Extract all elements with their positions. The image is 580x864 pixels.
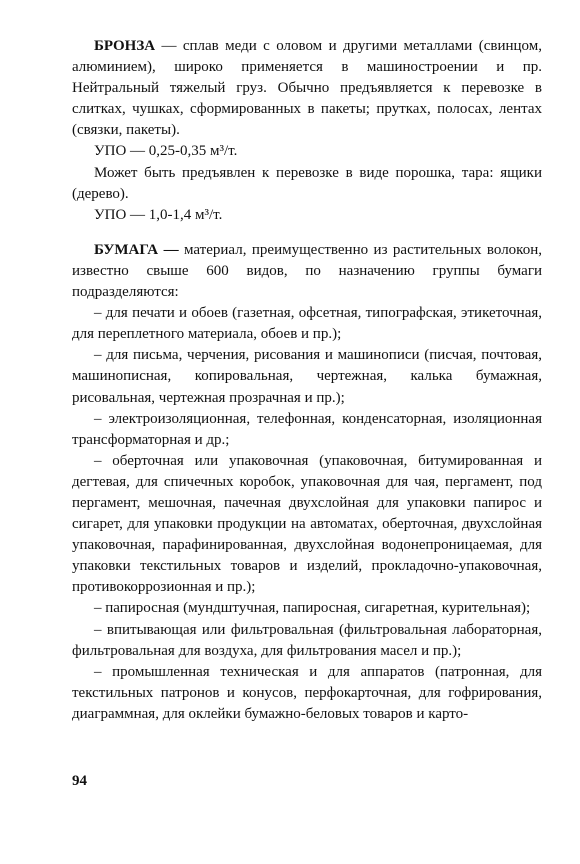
bronze-upo-powder-line: УПО — 1,0-1,4 м³/т. [94,206,223,223]
paper-definition: материал, преимущественно из растительных волокон, известно свыше 600 видов, по назначению группы бумаги подразделяются: [72,241,542,301]
bronze-paragraph [72,36,542,141]
paper-group-item: – промышленная техническая и для аппаратов (патронная, для текстильных патронов и конусов, перфокарточная, для гофрирования, диаграммная, для оклейки бумажно-беловых товаров и карто- [72,663,542,722]
paper-group-item: – папиросная (мундштучная, папиросная, сигаретная, курительная); [94,600,531,617]
paper-group-item: – для печати и обоев (газетная, офсетная, типографская, этикеточная, для переплетного материала, обоев и пр.); [72,305,542,343]
page-number: 94 [72,773,87,789]
paper-group-item: – для письма, черчения, рисования и машинописи (писчая, почтовая, машинописная, копировальная, чертежная, калька бумажная, рисовальная, чертежная прозрачная и пр.); [72,347,542,406]
term-paper: БУМАГА — [94,241,179,258]
page-body [72,36,542,725]
paper-group-item: – электроизоляционная, телефонная, конденсаторная, изоляционная трансформаторная и др.; [72,410,542,448]
term-bronze: БРОНЗА [94,38,156,54]
paper-paragraph [72,240,542,303]
bronze-powder-paragraph: Может быть предъявлен к перевозке в виде порошка, тара: ящики (дерево). [72,164,542,202]
bronze-upo-line: УПО — 0,25-0,35 м³/т. [94,143,238,160]
bronze-definition: — сплав меди с оловом и другими металлами (свинцом, алюминием), широко применяется в машиностроении и пр. Нейтральный тяжелый груз. Обычно предъявляется к перевозке в слитках, чушках, сформированных в пакеты; прутках, полосах, лентах (связки, пакеты). [72,38,542,139]
paper-group-item: – оберточная или упаковочная (упаковочная, битумированная и дегтевая, для спичечных коробок, упаковочная для чая, пергамент, под пергамент, мешочная, пачечная двухслойная для упаковки папирос и сигарет, для упаковки продукции на автоматах, оберточная, двухслойная упаковочная, парафинированная, двухслойная водонепроницаемая, для упаковки текстильных товаров и изделий, прокладочно-упаковочная, противокоррозионная и пр.); [72,452,542,596]
paper-group-item: – впитывающая или фильтровальная (фильтровальная лабораторная, фильтровальная для воздуха, для фильтрования масел и пр.); [72,621,542,659]
